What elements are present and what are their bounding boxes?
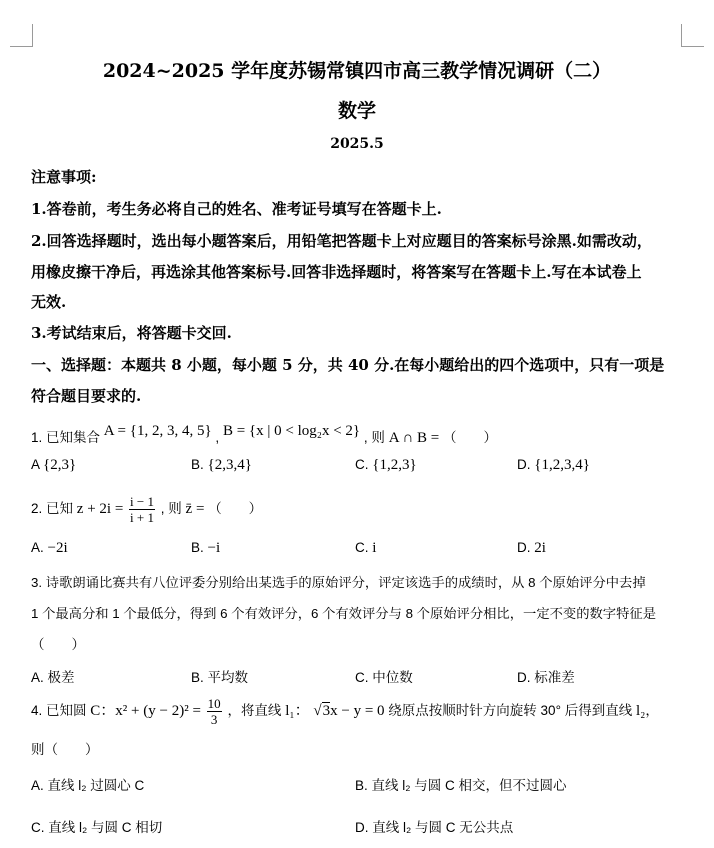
q1-option-d [517,457,590,474]
q2-option-b [191,540,220,557]
option-text: 中位数 [372,670,413,685]
q4-option-c [31,816,162,836]
q1-answer-paren: （ ） [443,430,498,445]
exam-title: 2024~2025 学年度苏锡常镇四市高三教学情况调研（二） [102,60,612,82]
notice-item-3: 3.考试结束后，将答题卡交回. [31,324,232,342]
q4-mid-2: 绕原点按顺时针方向旋转 30° 后得到直线 [388,703,633,719]
question-4-stem [31,696,659,727]
q4-frac-denominator: 3 [210,712,218,727]
option-label: A. [31,540,44,555]
notice-item-2-line-3: 无效. [31,293,67,311]
option-text: 2i [534,540,546,556]
option-label: C. [31,820,45,835]
q1-option-a [31,457,76,474]
option-text: {2,3} [43,457,77,473]
q4-option-a [31,774,144,794]
q4-frac-numerator: 10 [207,696,221,711]
q3-stem-line-1: 3. 诗歌朗诵比赛共有八位评委分别给出某选手的原始评分，评定该选手的成绩时，从 8 个原始评分中去掉 [31,575,646,590]
option-label: D. [517,457,531,472]
option-text: {2,3,4} [207,457,252,473]
q4-option-b [355,774,567,794]
section-1-line-1: 一、选择题：本题共 8 小题，每小题 5 分，共 40 分.在每小题给出的四个选项中，只有一项是 [31,356,665,374]
q2-lhs: z + 2i = [76,501,124,518]
q4-line-l1: l₁： [285,703,310,720]
option-text: 平均数 [207,670,249,685]
q1-expression: A ∩ B = [388,430,440,446]
q4-circle-equation: C：x² + (y − 2)² = [90,703,201,720]
q3-option-a [31,666,75,686]
option-label: C. [355,540,369,555]
option-text: 直线 l₂ 与圆 C 相切 [48,820,163,835]
option-label: B. [191,540,204,555]
section-1-line-2: 符合题目要求的. [31,387,142,405]
option-label: A. [31,670,44,685]
q4-line-equation: x − y = 0 [330,703,385,720]
option-label: C. [355,670,369,685]
q2-mid: , 则 [160,501,182,517]
q1-set-a: A = {1, 2, 3, 4, 5} [103,423,212,439]
q2-answer-paren: （ ） [208,501,263,517]
q4-fraction [207,696,222,727]
crop-mark-left [10,24,33,47]
q1-comma: , [215,430,220,445]
q1-prefix: 1. 已知集合 [31,430,101,445]
q4-sqrt: √3 [313,703,331,720]
q1-suffix: , 则 [363,430,385,445]
q2-option-a [31,540,68,557]
option-label: C. [355,457,369,472]
q2-denominator: i + 1 [130,510,154,525]
exam-date: 2025.5 [330,136,384,152]
q4-option-d [355,816,513,836]
q2-numerator: i − 1 [130,494,154,509]
q4-mid-1: ，将直线 [227,703,282,719]
option-text: 极差 [47,670,75,685]
q4-end: ， [645,703,659,719]
q4-sqrt-radicand: 3 [322,703,331,720]
option-label: B. [355,778,368,793]
q2-prefix: 2. 已知 [31,501,74,517]
q2-option-d [517,540,546,557]
q1-option-b [191,457,252,474]
option-label: D. [517,540,531,555]
option-text: i [372,540,377,556]
option-label: D. [355,820,369,835]
option-text: 直线 l₂ 与圆 C 无公共点 [372,820,514,835]
q2-fraction [129,494,155,525]
option-label: D. [517,670,531,685]
q3-option-d [517,666,575,686]
q3-answer-paren: （ ） [31,637,85,652]
option-text: 直线 l₂ 与圆 C 相交，但不过圆心 [371,778,567,793]
q3-option-b [191,666,248,686]
notice-item-2-line-1: 2.回答选择题时，选出每小题答案后，用铅笔把答题卡上对应题目的答案标号涂黑.如需改动， [31,232,652,250]
q1-set-b: B = {x | 0 < log₂x < 2} [222,423,361,439]
question-1-stem [31,423,498,447]
q1-option-c [355,457,417,474]
notice-item-1: 1.答卷前，考生务必将自己的姓名、准考证号填写在答题卡上. [31,200,442,218]
option-text: −2i [47,540,68,556]
notice-heading: 注意事项: [31,168,97,186]
q3-option-c [355,666,413,686]
option-text: {1,2,3,4} [534,457,590,473]
option-label: A. [31,778,44,793]
q4-answer-paren: 则（ ） [31,742,99,757]
subject-title: 数学 [337,100,376,122]
option-text: −i [207,540,221,556]
q3-stem-line-2: 1 个最高分和 1 个最低分，得到 6 个有效评分，6 个有效评分与 8 个原始评分相比，一定不变的数字特征是 [31,606,656,621]
q2-z-conjugate: z̄ = [185,501,205,518]
question-2-stem [31,494,262,525]
q4-line-l2: l₂ [635,703,646,720]
q2-option-c [355,540,376,557]
option-text: 标准差 [534,670,575,685]
option-text: 直线 l₂ 过圆心 C [47,778,145,793]
crop-mark-right [681,24,704,47]
q4-prefix: 4. 已知圆 [31,703,87,719]
option-label: B. [191,457,204,472]
option-label: A [31,457,40,472]
notice-item-2-line-2: 用橡皮擦干净后，再选涂其他答案标号.回答非选择题时，将答案写在答题卡上.写在本试卷上 [31,263,642,281]
option-text: {1,2,3} [372,457,417,473]
option-label: B. [191,670,204,685]
